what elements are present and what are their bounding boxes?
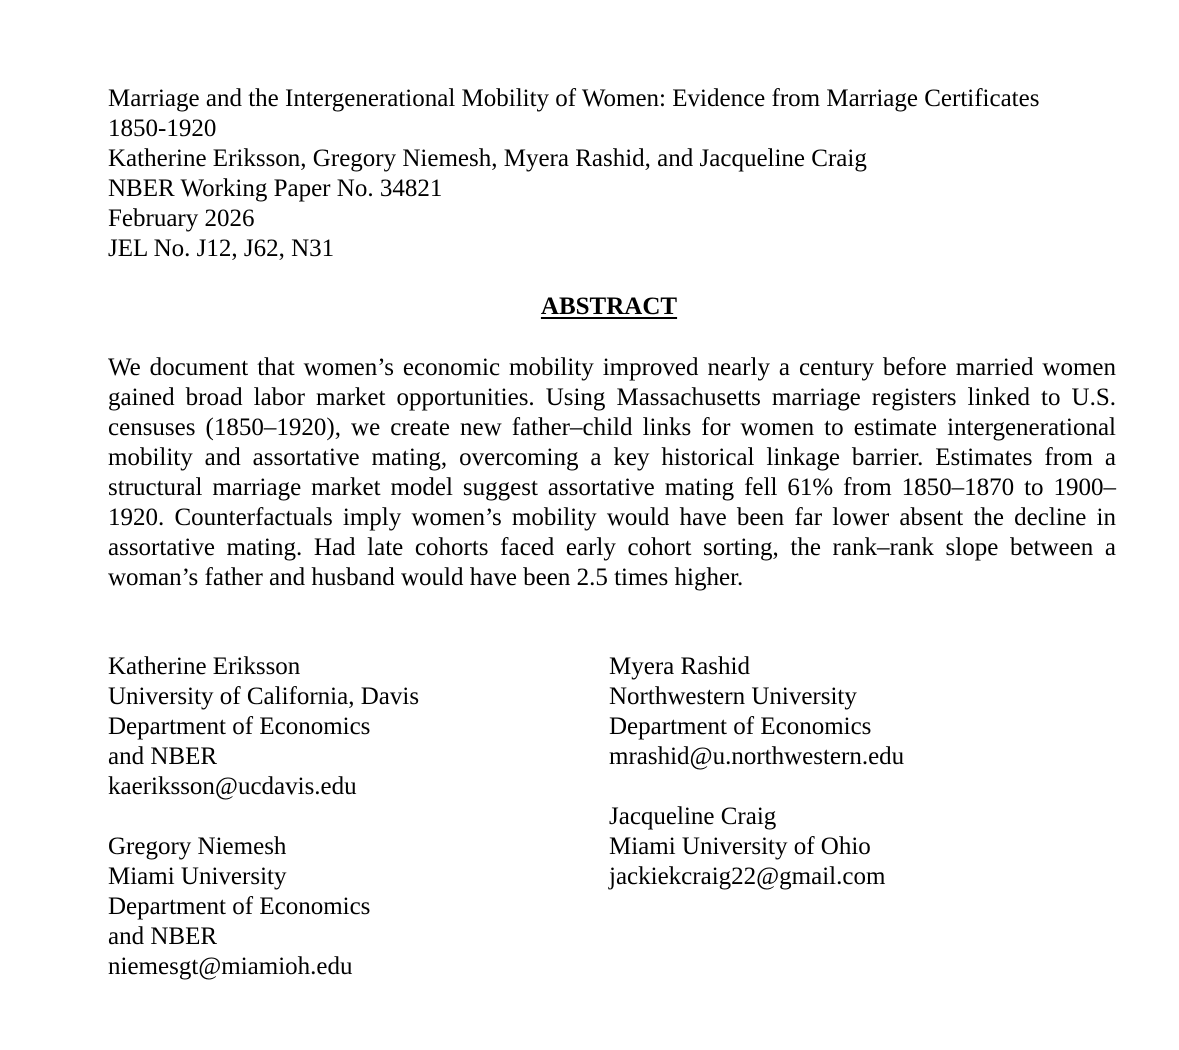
author-name: Jacqueline Craig xyxy=(609,803,777,830)
author-email: niemesgt@miamioh.edu xyxy=(108,953,353,980)
author-name: Katherine Eriksson xyxy=(108,653,301,680)
author-institution: Miami University of Ohio xyxy=(609,833,871,860)
paper-years: 1850-1920 xyxy=(108,115,217,142)
paper-series: NBER Working Paper No. 34821 xyxy=(108,175,443,202)
author-name: Myera Rashid xyxy=(609,653,750,680)
author-institution: University of California, Davis xyxy=(108,683,420,710)
author-block-craig xyxy=(609,802,1129,892)
author-email: jackiekcraig22@gmail.com xyxy=(609,863,886,890)
paper-jel-codes: JEL No. J12, J62, N31 xyxy=(108,235,335,262)
paper-date: February 2026 xyxy=(108,205,255,232)
authors-left-column xyxy=(108,652,568,982)
author-institution: Miami University xyxy=(108,863,287,890)
authors-right-column xyxy=(609,652,1129,892)
author-department: Department of Economics xyxy=(108,713,371,740)
author-name: Gregory Niemesh xyxy=(108,833,287,860)
author-block-rashid xyxy=(609,652,1129,772)
author-affiliation: and NBER xyxy=(108,923,218,950)
author-block-niemesh xyxy=(108,832,568,982)
paper-authors-line: Katherine Eriksson, Gregory Niemesh, Myera Rashid, and Jacqueline Craig xyxy=(108,145,867,172)
author-department: Department of Economics xyxy=(609,713,872,740)
abstract-heading xyxy=(0,292,1179,322)
author-institution: Northwestern University xyxy=(609,683,857,710)
author-email: mrashid@u.northwestern.edu xyxy=(609,743,905,770)
author-department: Department of Economics xyxy=(108,893,371,920)
author-block-eriksson xyxy=(108,652,568,802)
paper-title: Marriage and the Intergenerational Mobility of Women: Evidence from Marriage Certificates xyxy=(108,85,1040,112)
paper-header xyxy=(108,84,1118,264)
author-affiliation: and NBER xyxy=(108,743,218,770)
abstract-text: We document that women’s economic mobility improved nearly a century before married women gained broad labor market opportunities. Using Massachusetts marriage registers linked to U.S. censuses (1850–1920), we create new father–child links for women to estimate intergenerational mobility and assortative mating, overcoming a key historical linkage barrier. Estimates from a structural marriage market model suggest assortative mating fell 61% from 1850–1870 to 1900–1920. Counterfactuals imply women’s mobility would have been far lower absent the decline in assortative mating. Had late cohorts faced early cohort sorting, the rank–rank slope between a woman’s father and husband would have been 2.5 times higher. xyxy=(108,354,1116,591)
abstract-heading-text: ABSTRACT xyxy=(540,293,678,320)
author-email: kaeriksson@ucdavis.edu xyxy=(108,773,357,800)
